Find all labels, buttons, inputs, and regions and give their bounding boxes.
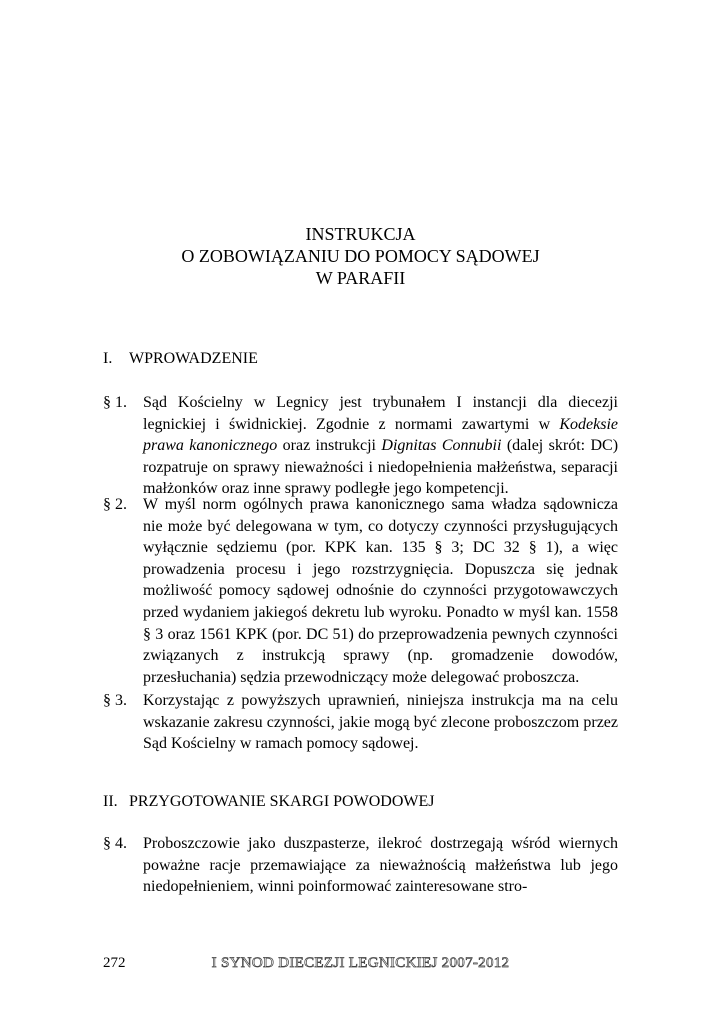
paragraph-3 <box>103 690 618 755</box>
section-heading-1 <box>103 349 258 369</box>
paragraph-1 <box>103 392 618 500</box>
page-number: 272 <box>103 955 126 971</box>
section-title: PRZYGOTOWANIE SKARGI POWODOWEJ <box>129 793 435 810</box>
section-number: II. <box>103 793 118 810</box>
section-number: I. <box>103 350 113 367</box>
paragraph-number: § 1. <box>103 394 127 411</box>
section-title: WPROWADZENIE <box>129 350 258 367</box>
document-title <box>0 223 721 289</box>
paragraph-number: § 2. <box>103 496 127 513</box>
paragraph-number: § 3. <box>103 692 127 709</box>
title-line-1: INSTRUKCJA <box>305 224 416 244</box>
paragraph-text: Korzystając z powyższych uprawnień, niniejsza instrukcja ma na celu wskazanie zakresu czynności, jakie mogą być zlecone proboszczom przez Sąd Kościelny w ramach pomocy sądowej. <box>143 692 618 753</box>
paragraph-text: W myśl norm ogólnych prawa kanonicznego sama władza sądownicza nie może być delegowana w tym, co dotyczy czynności przysługujących wyłącznie sędziemu (por. KPK kan. 135 § 3; DC 32 § 1), a więc prowadzenia procesu i jego rozstrzygnięcia. Dopuszcza się jednak możliwość pomocy sądowej odnośnie do czynności przygotowawczych przed wydaniem jakiegoś dekretu lub wyroku. Ponadto w myśl kan. 1558 § 3 oraz 1561 KPK (por. DC 51) do przeprowadzenia pewnych czynności związanych z instrukcją sprawy (np. gromadzenie dowodów, przesłuchania) sędzia przewodniczący może delegować proboszcza. <box>143 496 618 686</box>
paragraph-text: Sąd Kościelny w Legnicy jest trybunałem I instancji dla diecezji legnickiej i świdnickiej. Zgodnie z normami zawartymi w Kodeksie prawa kanonicznego oraz instrukcji Dignitas Connubii (dalej skrót: DC) rozpatruje on sprawy nieważności i niedopełnienia małżeństwa, separacji małżonków oraz inne sprawy podległe jego kompetencji. <box>143 394 619 498</box>
paragraph-number: § 4. <box>103 835 127 852</box>
running-title: I SYNOD DIECEZJI LEGNICKIEJ 2007-2012 <box>211 955 510 971</box>
title-line-2: O ZOBOWIĄZANIU DO POMOCY SĄDOWEJ <box>181 246 540 266</box>
paragraph-4 <box>103 833 618 898</box>
paragraph-2 <box>103 494 618 688</box>
title-line-3: W PARAFII <box>315 268 406 288</box>
section-heading-2 <box>103 792 434 812</box>
paragraph-text: Proboszczowie jako duszpasterze, ilekroć dostrzegają wśród wiernych poważne racje przemawiające za nieważnością małżeństwa lub jego niedopełnieniem, winni poinformować zainteresowane stro- <box>143 835 618 896</box>
